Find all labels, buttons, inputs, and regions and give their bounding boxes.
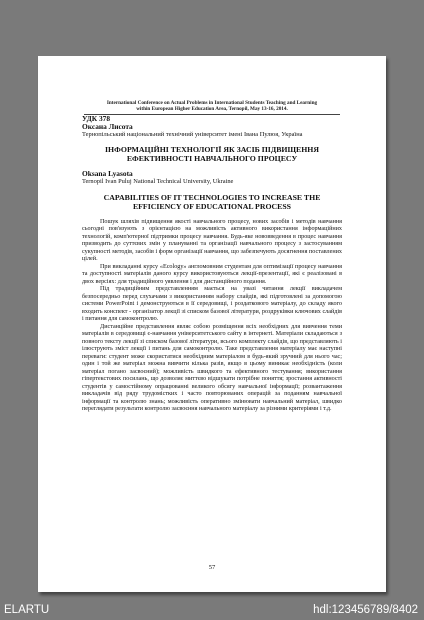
- footer-bar: [0, 600, 424, 620]
- affiliation-ua: Тернопільський національний технічний університет імені Івана Пулюя, Україна: [82, 131, 303, 138]
- article-title-en: CAPABILITIES OF IT TECHNOLOGIES TO INCREASE THE EFFICIENCY OF EDUCATIONAL PROCESS: [103, 192, 321, 211]
- author-name-en: Oksana Lyasota: [82, 169, 133, 179]
- handle-identifier: hdl:123456789/8402: [313, 604, 418, 616]
- conference-header-line-1: International Conference on Actual Problems in International Students Teaching and Learning: [106, 100, 318, 106]
- paragraph: Дистанційне представлення являє собою розміщення всіх необхідних для вивчення теми матеріалів в середовищі є-навчання університетського сайту в інтернеті. Матеріали складаються з повного тексту лекції зі списком базової літератури, всього комплекту слайдів, що представляють і ілюструють зміст лекції і питань для самоконтролю. Таке представлення матеріалу має наступні переваги: студент може скористатися необхідним матеріалом в будь-який зручний для нього час; один і той же матеріал можна вивчити кілька разів, якщо в цьому виникає необхідність (коли матеріал погано засвоєний); можливість швидкого та ефективного тестування; використання гіпертекстових посилань, що дозволяє миттєво відшукати потрібне поняття; зростання активності студентів у самостійному опрацюванні великого обсягу навчальної інформації; розвантаження викладачів від ряду трудомістких і часто повторюваних операцій за поданням навчальної інформації та контролю знань; можливість оперативно змінювати навчальний матеріал, швидко переглядати результати контролю засвоєння навчального матеріалу за різними критеріями і т.д.: [82, 323, 342, 413]
- page-number: 57: [208, 564, 216, 571]
- conference-header: [38, 100, 386, 113]
- article-body: [82, 114, 342, 414]
- paragraph: Пошук шляхів підвищення якості навчального процесу, нових засобів і методів навчання сьогодні пов'язують з орієнтацією на можливість активного використання інформаційних технологій, комп'ютерної підтримки процесу навчання. Будь-яке нововведення в процес навчання призводить до суттєвих змін у плануванні та організації навчального процесу з застосуванням сукупності методів, засобів і форм організації навчання, що забезпечують досягнення поставлених цілей.: [82, 218, 342, 263]
- article-title-ua: ІНФОРМАЦІЙНІ ТЕХНОЛОГІЇ ЯК ЗАСІБ ПІДВИЩЕННЯ ЕФЕКТИВНОСТІ НАВЧАЛЬНОГО ПРОЦЕСУ: [104, 145, 319, 164]
- udk-code: УДК 378: [82, 114, 111, 123]
- conference-header-line-2: within European Higher Education Area, Ternopil, May 13-16, 2014.: [136, 106, 288, 113]
- repository-name: ELARTU: [4, 604, 50, 616]
- affiliation-en: Ternopil Ivan Puluj National Technical University, Ukraine: [82, 178, 234, 186]
- paragraph: Під традиційним представленням мається на увазі читання лекції викладачем безпосередньо перед слухачами з використанням набору слайдів, які підготовлені за допомогою системи PowerPoint і демонструються в її середовищі, і роздаткового матеріалу, до складу якого входить конспект - організатор лекції зі списком базової літератури, роздруківки ключових слайдів і питання для самоконтролю.: [82, 286, 342, 323]
- paragraph: При викладанні курсу «Ecology» англомовним студентам для оптимізації процесу навчання та доступності матеріалів даного курсу використовуються лекції-презентації, які є реалізовані в двох версіях: для традиційного уявлення і для дистанційного подання.: [82, 263, 342, 285]
- document-page: [38, 56, 386, 592]
- author-name-ua: Оксана Лисота: [82, 122, 133, 131]
